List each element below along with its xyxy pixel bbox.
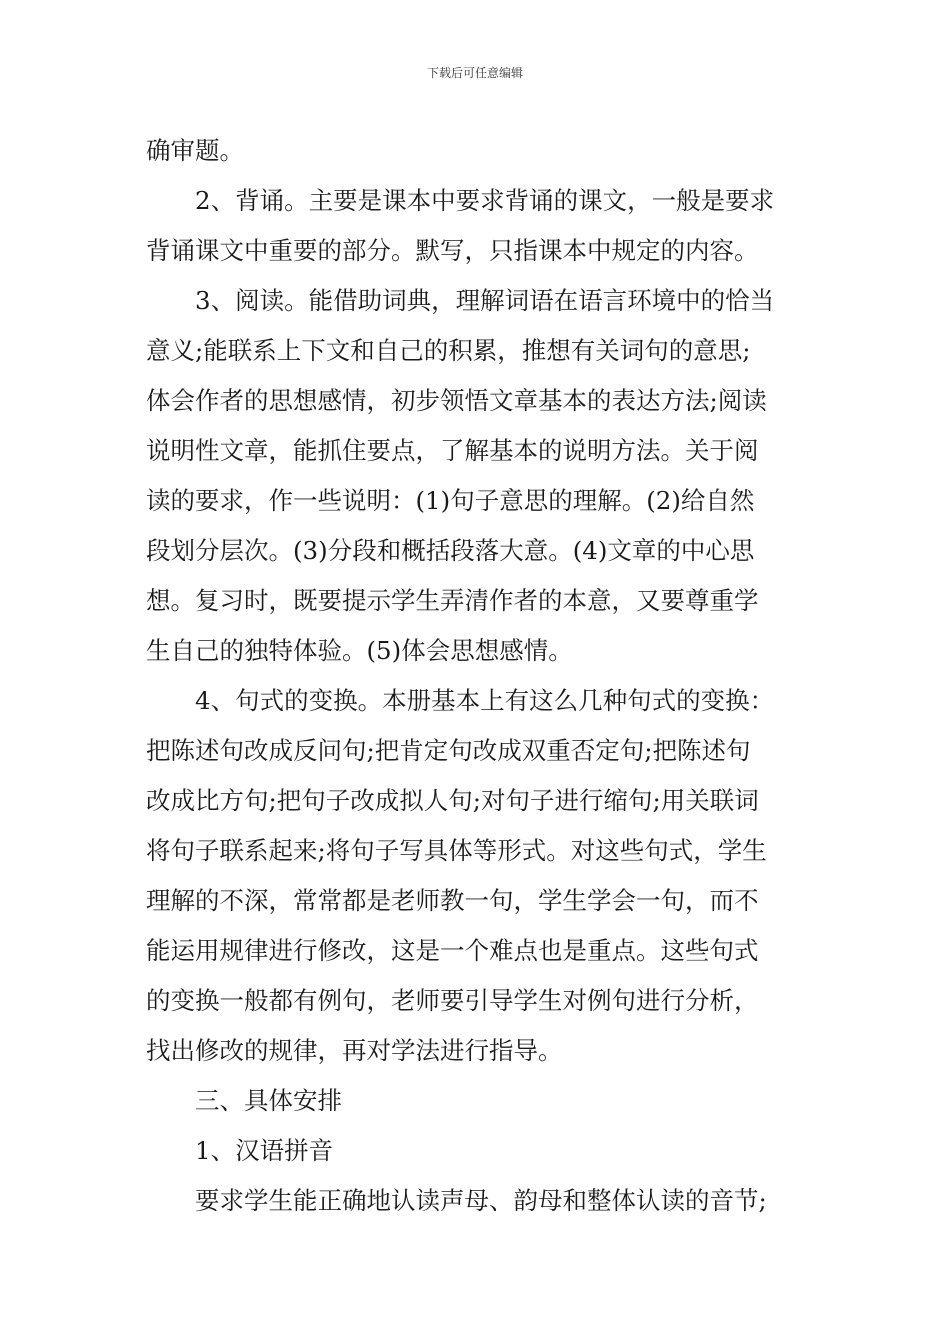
text-line: 将句子联系起来;将句子写具体等形式。对这些句式，学生 bbox=[146, 836, 767, 865]
text-line: 把陈述句改成反问句;把肯定句改成双重否定句;把陈述句 bbox=[146, 736, 751, 765]
text-line: 三、具体安排 bbox=[195, 1086, 342, 1115]
text-line: 2、背诵。主要是课本中要求背诵的课文，一般是要求 bbox=[195, 186, 775, 215]
text-line: 改成比方句;把句子改成拟人句;对句子进行缩句;用关联词 bbox=[146, 786, 759, 815]
text-line: 段划分层次。(3)分段和概括段落大意。(4)文章的中心思 bbox=[146, 536, 755, 565]
text-line: 要求学生能正确地认读声母、韵母和整体认读的音节; bbox=[195, 1186, 767, 1215]
text-line: 意义;能联系上下文和自己的积累，推想有关词句的意思; bbox=[146, 336, 751, 365]
text-line: 生自己的独特体验。(5)体会思想感情。 bbox=[146, 636, 573, 665]
text-line: 理解的不深，常常都是老师教一句，学生学会一句，而不 bbox=[146, 886, 759, 915]
text-line: 1、汉语拼音 bbox=[195, 1136, 334, 1165]
text-line: 体会作者的思想感情，初步领悟文章基本的表达方法;阅读 bbox=[146, 386, 767, 415]
text-line: 找出修改的规律，再对学法进行指导。 bbox=[146, 1036, 563, 1065]
text-line: 读的要求，作一些说明：(1)句子意思的理解。(2)给自然 bbox=[146, 486, 755, 515]
text-line: 说明性文章，能抓住要点，了解基本的说明方法。关于阅 bbox=[146, 436, 759, 465]
text-line: 3、阅读。能借助词典，理解词语在语言环境中的恰当 bbox=[195, 286, 775, 315]
text-line: 4、句式的变换。本册基本上有这么几种句式的变换： bbox=[195, 686, 775, 715]
text-line: 能运用规律进行修改，这是一个难点也是重点。这些句式 bbox=[146, 936, 759, 965]
page-header: 下载后可任意编辑 bbox=[426, 66, 523, 80]
text-line: 确审题。 bbox=[146, 136, 244, 165]
document-body bbox=[146, 126, 810, 1226]
text-line: 想。复习时，既要提示学生弄清作者的本意，又要尊重学 bbox=[146, 586, 759, 615]
text-line: 的变换一般都有例句，老师要引导学生对例句进行分析， bbox=[146, 986, 759, 1015]
text-line: 背诵课文中重要的部分。默写，只指课本中规定的内容。 bbox=[146, 236, 759, 265]
